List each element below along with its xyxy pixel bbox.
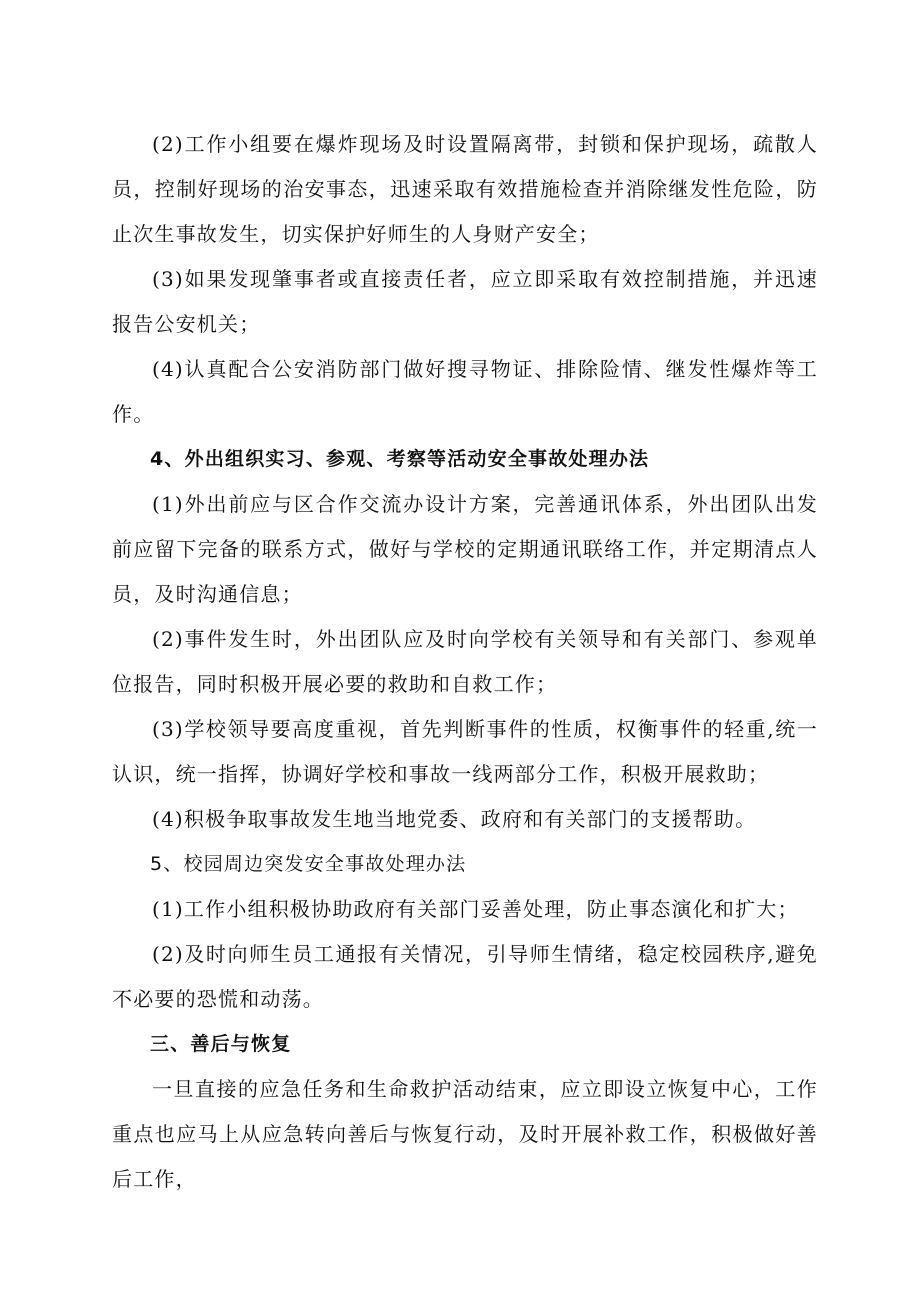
section-heading-aftermath-recovery: 三、善后与恢复	[150, 1033, 292, 1055]
document-body	[112, 122, 818, 1202]
paragraph-recovery-center: 一旦直接的应急任务和生命救护活动结束，应立即设立恢复中心，工作重点也应马上从应急转向善后与恢复行动，及时开展补救工作，积极做好善后工作，	[112, 1077, 818, 1191]
paragraph-2-blast-scene: (2)工作小组要在爆炸现场及时设置隔离带，封锁和保护现场，疏散人员，控制好现场的治安事态，迅速采取有效措施检查并消除继发性危险，防止次生事故发生，切实保护好师生的人身财产安全；	[112, 132, 818, 246]
section-heading-5-campus-surroundings: 5、校园周边突发安全事故处理办法	[150, 853, 467, 875]
paragraph-4-cooperate-fire-dept: (4)认真配合公安消防部门做好搜寻物证、排除险情、继发性爆炸等工作。	[112, 357, 818, 426]
paragraph-3-report-police: (3)如果发现肇事者或直接责任者，应立即采取有效控制措施，并迅速报告公安机关；	[112, 267, 818, 336]
paragraph-3-leadership: (3)学校领导要高度重视，首先判断事件的性质，权衡事件的轻重,统一认识，统一指挥，协调好学校和事故一线两部分工作，积极开展救助；	[112, 717, 818, 786]
paragraph-2-inform-staff: (2)及时向师生员工通报有关情况，引导师生情绪，稳定校园秩序,避免不必要的恐慌和动荡。	[112, 942, 818, 1011]
paragraph-2-incident-report: (2)事件发生时，外出团队应及时向学校有关领导和有关部门、参观单位报告，同时积极开展必要的救助和自救工作；	[112, 627, 818, 696]
paragraph-4-local-support: (4)积极争取事故发生地当地党委、政府和有关部门的支援帮助。	[152, 807, 757, 831]
paragraph-1-pre-outing-plan: (1)外出前应与区合作交流办设计方案，完善通讯体系，外出团队出发前应留下完备的联系方式，做好与学校的定期通讯联络工作，并定期清点人员，及时沟通信息；	[112, 492, 818, 606]
section-heading-4-outing-safety: 4、外出组织实习、参观、考察等活动安全事故处理办法	[150, 448, 650, 470]
paragraph-1-assist-government: (1)工作小组积极协助政府有关部门妥善处理，防止事态演化和扩大；	[152, 897, 799, 921]
